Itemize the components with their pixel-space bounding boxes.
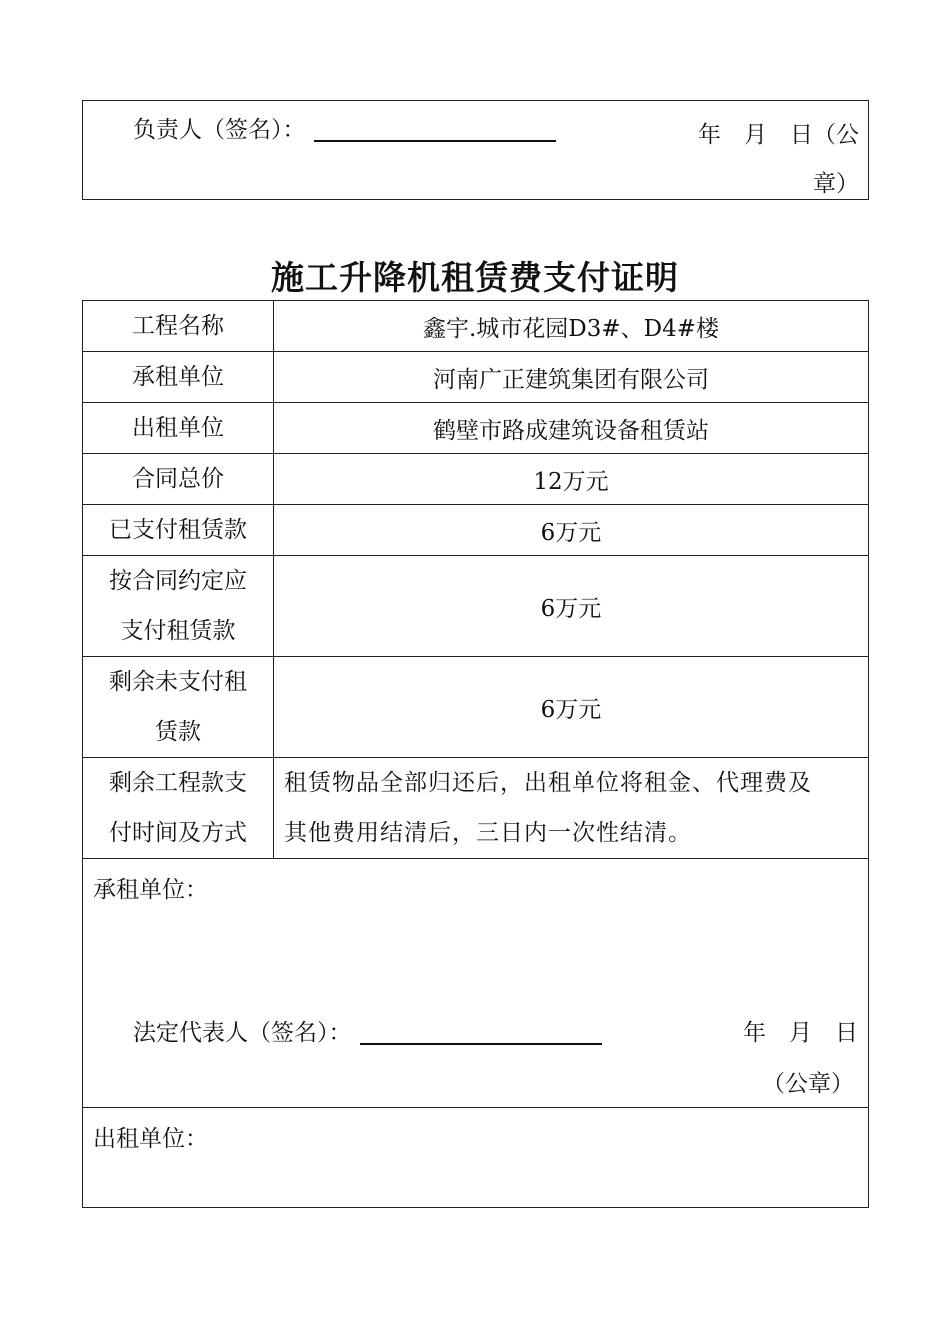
row-value: 鹤壁市路成建筑设备租赁站 xyxy=(274,403,869,454)
row-label: 承租单位 xyxy=(83,352,274,403)
row-label xyxy=(83,758,274,859)
seal-text: （公章） xyxy=(762,1071,854,1097)
row-label: 工程名称 xyxy=(83,301,274,352)
date-text: 年 月 日 xyxy=(743,1020,858,1046)
document-title: 施工升降机租赁费支付证明 xyxy=(271,258,679,297)
payment-table xyxy=(82,300,869,1208)
legal-rep-label: 法定代表人（签名）： xyxy=(133,1020,352,1046)
lessee-section-row xyxy=(83,859,869,1108)
row-value: 6万元 xyxy=(274,505,869,556)
table-row xyxy=(83,657,869,758)
row-label-line2: 赁款 xyxy=(155,719,201,745)
lessor-heading: 出租单位： xyxy=(93,1126,208,1152)
row-value: 6万元 xyxy=(274,556,869,657)
table-row xyxy=(83,758,869,859)
row-value: 河南广正建筑集团有限公司 xyxy=(274,352,869,403)
date-seal-line2: 章） xyxy=(813,171,859,197)
row-label-line2: 支付租赁款 xyxy=(120,618,236,644)
row-value-line2: 其他费用结清后，三日内一次性结清。 xyxy=(284,820,692,846)
table-row xyxy=(83,454,869,505)
lessee-section xyxy=(83,859,869,1108)
lessor-section-row xyxy=(83,1108,869,1208)
legal-rep-signature xyxy=(133,1014,602,1047)
row-value: 6万元 xyxy=(274,657,869,758)
row-label-line1: 剩余工程款支 xyxy=(109,770,247,796)
table-row xyxy=(83,403,869,454)
responsible-signature-label: 负责人（签名）： xyxy=(133,117,306,143)
table-row xyxy=(83,505,869,556)
row-label xyxy=(83,556,274,657)
row-value xyxy=(274,758,869,859)
table-row xyxy=(83,301,869,352)
responsible-signature xyxy=(133,111,556,144)
row-value: 12万元 xyxy=(274,454,869,505)
row-value-line1: 租赁物品全部归还后，出租单位将租金、代理费及 xyxy=(284,770,812,796)
table-row xyxy=(83,556,869,657)
signature-line xyxy=(314,114,556,142)
date-seal xyxy=(698,111,859,209)
row-label: 合同总价 xyxy=(83,454,274,505)
signature-line xyxy=(360,1017,602,1045)
lessor-section xyxy=(83,1108,869,1208)
top-signature-box xyxy=(82,100,869,200)
row-label-line2: 付时间及方式 xyxy=(109,820,247,846)
lessee-heading: 承租单位： xyxy=(93,877,208,903)
row-label xyxy=(83,657,274,758)
row-value: 鑫宇.城市花园D3#、D4#楼 xyxy=(274,301,869,352)
row-label-line1: 剩余未支付租 xyxy=(109,669,247,695)
row-label-line1: 按合同约定应 xyxy=(109,568,247,594)
table-row xyxy=(83,352,869,403)
date-seal-line1: 年 月 日（公 xyxy=(698,122,859,148)
row-label: 已支付租赁款 xyxy=(83,505,274,556)
row-label: 出租单位 xyxy=(83,403,274,454)
